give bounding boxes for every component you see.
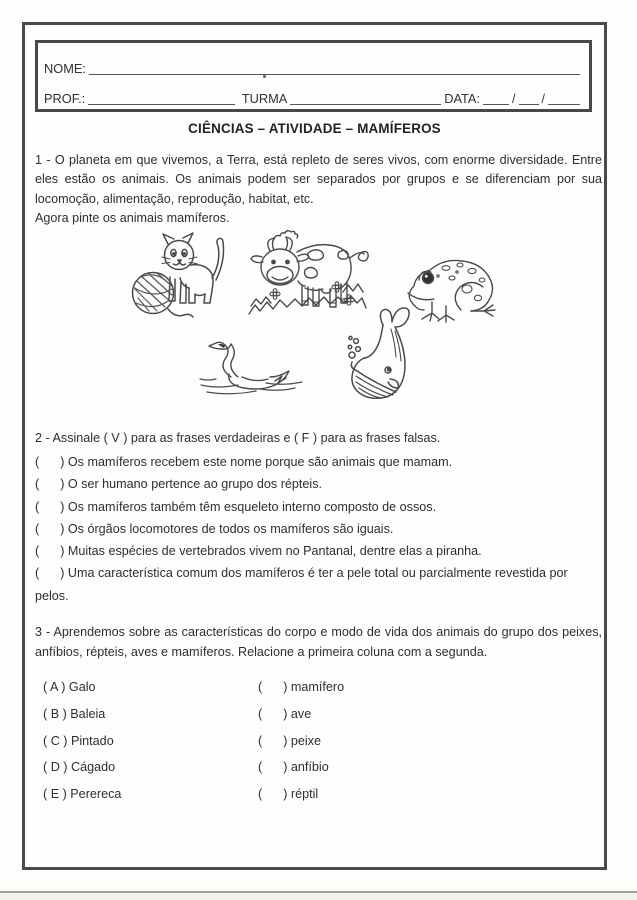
vf-statement-text: Uma característica comum dos mamíferos é ter a pele total ou parcialmente revestida por pelos. xyxy=(35,566,568,603)
date-slash: / xyxy=(512,92,516,106)
matching-right-label: mamífero xyxy=(290,680,345,694)
question-2 xyxy=(35,428,602,607)
matching-left-item: ( D ) Cágado xyxy=(43,760,116,775)
prof-label: PROF.: xyxy=(44,91,86,106)
vf-statement xyxy=(35,562,602,607)
vf-statement-text: Muitas espécies de vertebrados vivem no Pantanal, dentre elas a piranha. xyxy=(67,544,482,559)
matching-right-label: ave xyxy=(290,706,312,721)
header-box xyxy=(35,40,592,112)
matching-answer-slot[interactable]: ( ) xyxy=(258,733,291,748)
name-label: NOME: xyxy=(44,61,86,76)
matching-row xyxy=(43,754,344,781)
matching-left-item: ( E ) Perereca xyxy=(43,787,122,802)
vf-answer-slot[interactable]: ( ) xyxy=(35,499,68,514)
date-year-blank-field[interactable] xyxy=(548,95,580,105)
vf-statement-text: Os mamíferos recebem este nome porque são animais que mamam. xyxy=(67,455,453,469)
turma-blank-field[interactable] xyxy=(290,95,441,105)
matching-left-item: ( C ) Pintado xyxy=(43,733,114,748)
vf-statement xyxy=(35,518,602,540)
name-blank-field[interactable] xyxy=(89,65,580,75)
question-1 xyxy=(35,151,602,229)
turma-label: TURMA xyxy=(241,91,288,106)
vf-statement xyxy=(35,451,602,473)
scan-artifact-dot xyxy=(263,75,266,78)
matching-row xyxy=(43,728,344,755)
matching-left-item: ( A ) Galo xyxy=(43,680,96,694)
vf-statement-text: O ser humano pertence ao grupo dos répteis. xyxy=(67,477,323,492)
vf-statement xyxy=(35,540,602,562)
vf-answer-slot[interactable]: ( ) xyxy=(35,455,68,469)
prof-blank-field[interactable] xyxy=(88,95,235,105)
vf-answer-slot[interactable]: ( ) xyxy=(35,566,68,581)
question-2-intro: 2 - Assinale ( V ) para as frases verdadeiras e ( F ) para as frases falsas. xyxy=(35,431,441,445)
question-1-instruction: Agora pinte os animais mamíferos. xyxy=(35,211,230,226)
matching-row xyxy=(43,781,344,808)
matching-answer-slot[interactable]: ( ) xyxy=(258,760,291,775)
matching-left-item: ( B ) Baleia xyxy=(43,706,106,721)
matching-columns xyxy=(43,674,344,808)
vf-answer-slot[interactable]: ( ) xyxy=(35,521,68,536)
whale-drawing xyxy=(343,305,427,404)
vf-statement-text: Os mamíferos também têm esqueleto interno composto de ossos. xyxy=(67,499,437,514)
swan-on-water-drawing xyxy=(198,336,306,398)
question-3-intro: 3 - Aprendemos sobre as características do corpo e modo de vida dos animais do grupo dos peixes, anfíbios, répteis, aves e mamíferos. Relacione a primeira coluna com a segunda. xyxy=(35,625,602,660)
vf-statement xyxy=(35,496,602,518)
vf-answer-slot[interactable]: ( ) xyxy=(35,544,68,559)
matching-row xyxy=(43,701,344,728)
data-label: DATA: xyxy=(444,91,481,106)
cat-with-yarn-ball-drawing xyxy=(127,232,237,324)
matching-answer-slot[interactable]: ( ) xyxy=(258,680,291,694)
vf-answer-slot[interactable]: ( ) xyxy=(35,477,68,492)
date-slash: / xyxy=(541,92,545,106)
name-row xyxy=(44,46,583,76)
page-border-box xyxy=(22,22,607,870)
matching-row xyxy=(43,674,344,701)
date-month-blank-field[interactable] xyxy=(519,95,539,105)
vf-statement xyxy=(35,473,602,495)
matching-right-label: peixe xyxy=(290,733,321,748)
scan-bottom-band xyxy=(0,893,637,900)
vf-statement-text: Os órgãos locomotores de todos os mamíferos são iguais. xyxy=(67,521,394,536)
worksheet-title: CIÊNCIAS – ATIVIDADE – MAMÍFEROS xyxy=(188,121,441,136)
question-1-text: 1 - O planeta em que vivemos, a Terra, está repleto de seres vivos, com enorme diversidade. Entre eles estão os animais. Os animais podem ser separados por grupos e se diferenciam por sua locomoção, alimentação, reprodução, habitat, etc. xyxy=(35,153,602,206)
matching-answer-slot[interactable]: ( ) xyxy=(258,787,291,802)
prof-turma-data-row xyxy=(44,76,583,106)
matching-right-label: réptil xyxy=(290,787,319,802)
question-3 xyxy=(35,622,602,663)
matching-answer-slot[interactable]: ( ) xyxy=(258,706,291,721)
matching-right-label: anfíbio xyxy=(290,760,329,775)
date-day-blank-field[interactable] xyxy=(483,95,509,105)
